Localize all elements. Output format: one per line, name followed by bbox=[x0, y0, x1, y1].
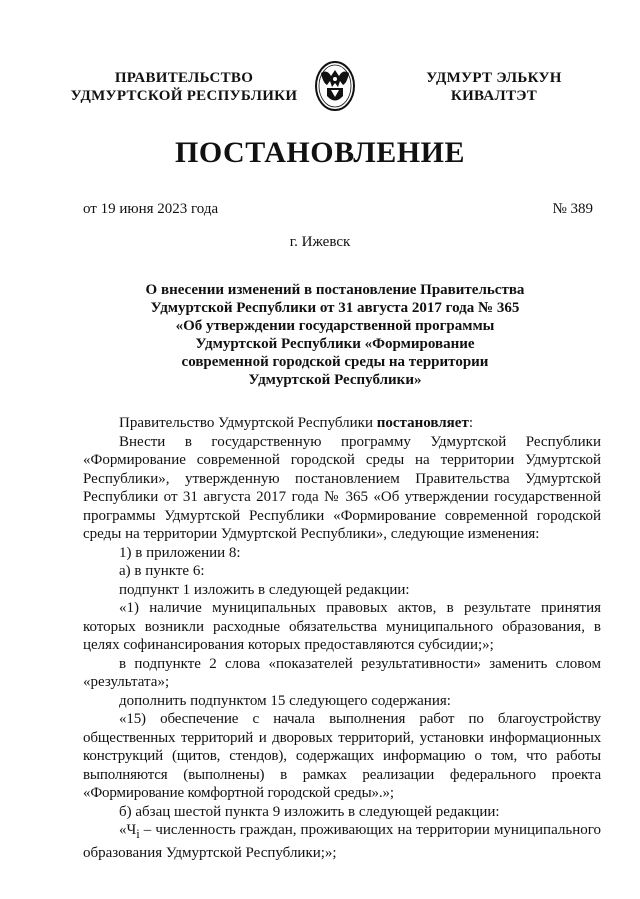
paragraph: 1) в приложении 8: bbox=[119, 544, 241, 561]
intro-colon: : bbox=[468, 415, 473, 431]
header-right-line2: КИВАЛТЭТ bbox=[450, 88, 538, 104]
government-name-russian bbox=[60, 69, 308, 105]
formula-definition: – численность граждан, проживающих на территории муниципального образования Удмуртской Республики;»; bbox=[83, 822, 601, 861]
document-date: от 19 июня 2023 года bbox=[83, 201, 219, 217]
paragraph: «1) наличие муниципальных правовых актов, в результате принятия которых возникли расходные обязательства муниципального образования, в целях софинансирования которых предоставляются субсидии;»; bbox=[83, 600, 601, 653]
paragraph: б) абзац шестой пункта 9 изложить в следующей редакции: bbox=[119, 803, 500, 820]
subject-line: Удмуртской Республики» bbox=[248, 372, 422, 388]
document-body bbox=[83, 414, 601, 862]
paragraph: «15) обеспечение с начала выполнения работ по благоустройству общественных территорий и дворовых территорий, установки информационных конструкций (щитов, стендов), содержащих информацию о том, что работы выполняются (выполнены) в рамках реализации федерального проекта «Формирование комфортной городской среды».»; bbox=[83, 711, 601, 801]
intro-verb: постановляет bbox=[376, 415, 469, 431]
paragraph: Внести в государственную программу Удмуртской Республики «Формирование современной городской среды на территории Удмуртской Республики», утвержденную постановлением Правительства Удмуртской Республики от 31 августа 2017 года № 365 «Об утверждении государственной программы Удмуртской Республики «Формирование современной городской среды на территории Удмуртской Республики», следующие изменения: bbox=[83, 433, 601, 542]
paragraph: а) в пункте 6: bbox=[119, 563, 205, 579]
paragraph bbox=[83, 821, 601, 862]
document-number: № 389 bbox=[552, 201, 593, 217]
subject-line: Удмуртской Республики «Формирование bbox=[195, 336, 475, 352]
formula-subscript: i bbox=[136, 827, 140, 841]
coat-of-arms-icon bbox=[313, 59, 357, 111]
header-right-line1: УДМУРТ ЭЛЬКУН bbox=[426, 70, 562, 86]
paragraph: в подпункте 2 слова «показателей результативности» заменить словом «результата»; bbox=[83, 655, 601, 690]
formula-variable: «Ч bbox=[119, 822, 137, 838]
intro-paragraph bbox=[83, 414, 601, 433]
subject-line: «Об утверждении государственной программы bbox=[175, 318, 495, 334]
document-subject bbox=[120, 281, 550, 389]
document-city: г. Ижевск bbox=[289, 234, 351, 250]
intro-subject: Правительство Удмуртской Республики bbox=[119, 415, 373, 431]
government-name-udmurt bbox=[396, 69, 592, 105]
header-left-line1: ПРАВИТЕЛЬСТВО bbox=[114, 70, 254, 86]
header-left-line2: УДМУРТСКОЙ РЕСПУБЛИКИ bbox=[70, 88, 298, 104]
paragraph: дополнить подпунктом 15 следующего содержания: bbox=[119, 692, 451, 709]
subject-line: современной городской среды на территории bbox=[181, 354, 489, 370]
subject-line: О внесении изменений в постановление Правительства bbox=[145, 282, 525, 298]
subject-line: Удмуртской Республики от 31 августа 2017 года № 365 bbox=[150, 300, 520, 316]
paragraph: подпункт 1 изложить в следующей редакции: bbox=[119, 581, 410, 598]
document-type-title: ПОСТАНОВЛЕНИЕ bbox=[175, 136, 465, 169]
